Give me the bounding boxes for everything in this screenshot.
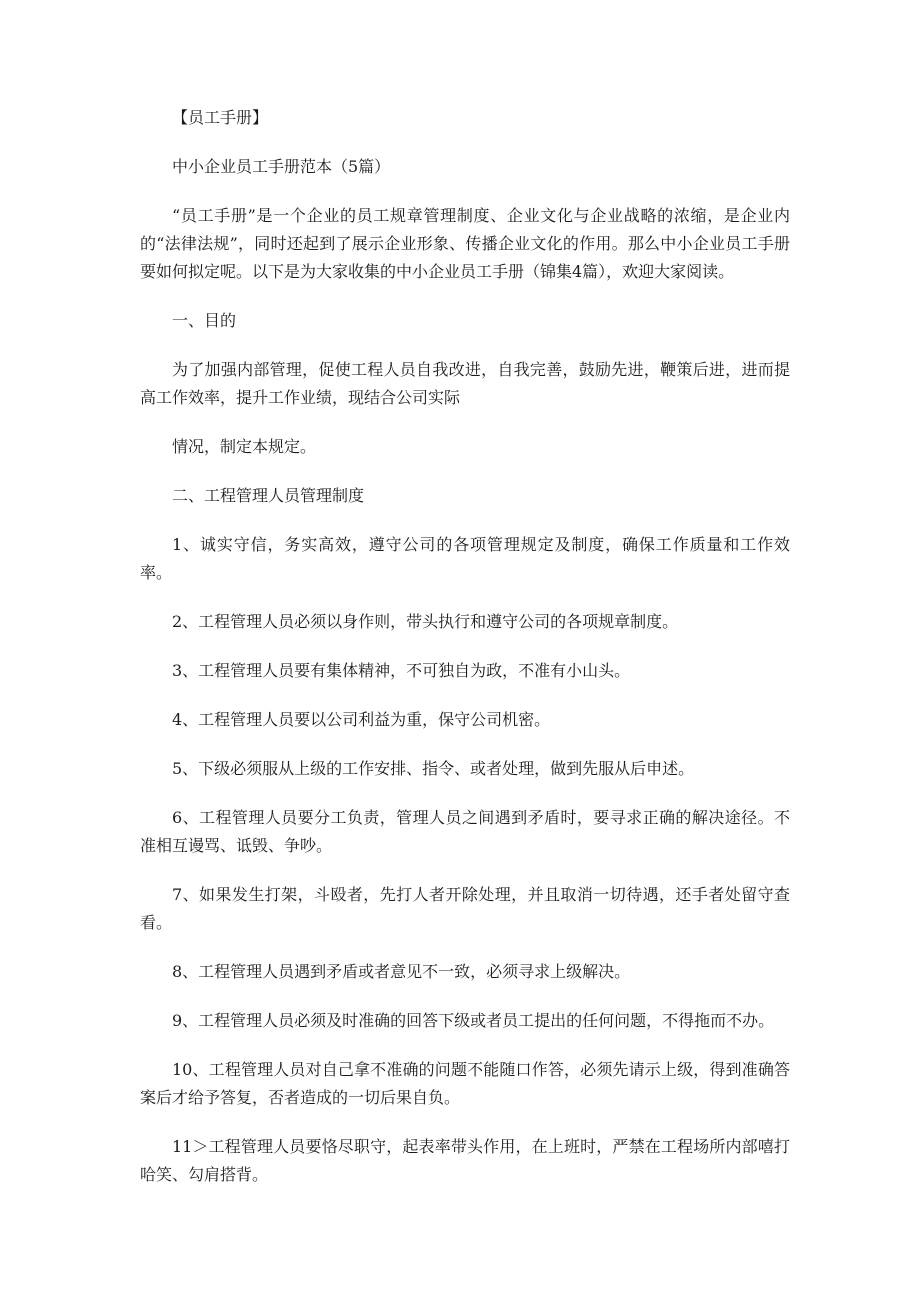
rule-item: 3、工程管理人员要有集体精神，不可独自为政，不准有小山头。 — [172, 661, 631, 680]
document-body — [140, 104, 790, 1210]
rule-item: 7、如果发生打架，斗殴者，先打人者开除处理，并且取消一切待遇，还手者处留守查看。 — [140, 885, 790, 932]
document-title: 中小企业员工手册范本（5篇） — [172, 157, 391, 176]
purpose-paragraph-continued: 情况，制定本规定。 — [172, 437, 317, 456]
rule-item: 2、工程管理人员必须以身作则，带头执行和遵守公司的各项规章制度。 — [172, 612, 679, 631]
section-heading-rules: 二、工程管理人员管理制度 — [172, 486, 365, 505]
rule-item: 6、工程管理人员要分工负责，管理人员之间遇到矛盾时，要寻求正确的解决途径。不准相互谩骂、诋毁、争吵。 — [140, 808, 790, 855]
intro-paragraph: “员工手册”是一个企业的员工规章管理制度、企业文化与企业战略的浓缩，是企业内的“法律法规”，同时还起到了展示企业形象、传播企业文化的作用。那么中小企业员工手册要如何拟定呢。以下是为大家收集的中小企业员工手册（锦集4篇），欢迎大家阅读。 — [140, 206, 790, 281]
rule-item: 10、工程管理人员对自己拿不准确的问题不能随口作答，必须先请示上级，得到准确答案后才给予答复，否者造成的一切后果自负。 — [140, 1060, 790, 1107]
rule-item: 8、工程管理人员遇到矛盾或者意见不一致，必须寻求上级解决。 — [172, 962, 631, 981]
rule-item: 1、诚实守信，务实高效，遵守公司的各项管理规定及制度，确保工作质量和工作效率。 — [140, 535, 790, 582]
rule-item: 11＞工程管理人员要恪尽职守，起表率带头作用，在上班时，严禁在工程场所内部嘻打哈笑、勾肩搭背。 — [140, 1137, 790, 1184]
rule-item: 9、工程管理人员必须及时准确的回答下级或者员工提出的任何问题，不得拖而不办。 — [172, 1011, 775, 1030]
rule-item: 5、下级必须服从上级的工作安排、指令、或者处理，做到先服从后申述。 — [172, 759, 695, 778]
header-tag: 【员工手册】 — [172, 108, 269, 127]
purpose-paragraph: 为了加强内部管理，促使工程人员自我改进，自我完善，鼓励先进，鞭策后进，进而提高工作效率，提升工作业绩，现结合公司实际 — [140, 360, 790, 407]
rule-item: 4、工程管理人员要以公司利益为重，保守公司机密。 — [172, 710, 551, 729]
section-heading-purpose: 一、目的 — [172, 311, 237, 330]
